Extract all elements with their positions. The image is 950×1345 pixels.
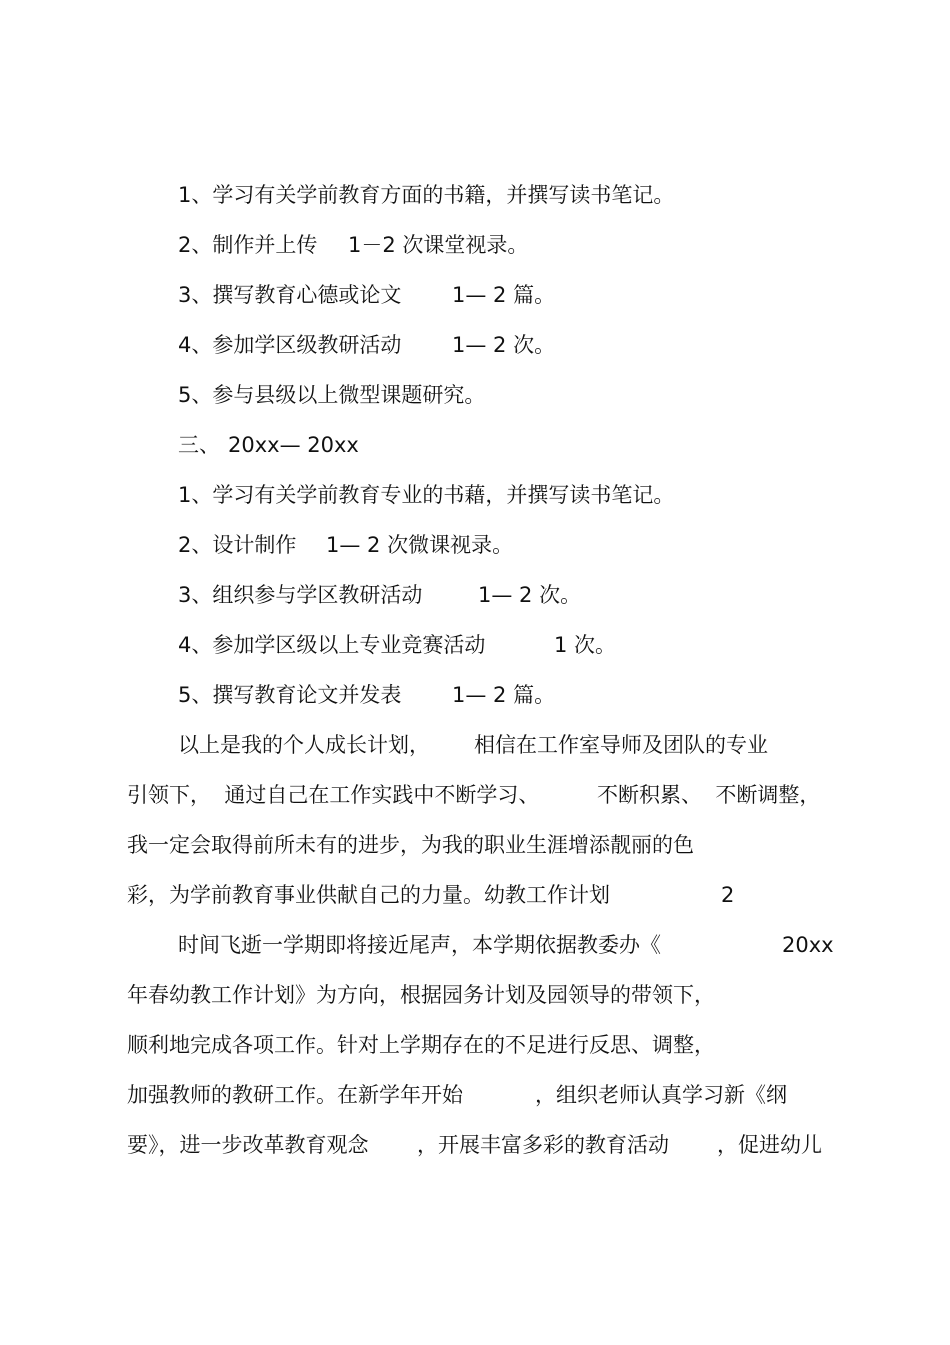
section-heading-label: 三、 <box>178 433 220 457</box>
list-item-extra: 1— 2 篇。 <box>452 283 556 307</box>
paragraph-text: 加强教师的教研工作。在新学年开始 <box>127 1083 463 1107</box>
list-item-extra: 1 次。 <box>554 633 617 657</box>
paragraph-text: 不断积累、 不断调整， <box>597 783 821 807</box>
list-item-text: 3、撰写教育心德或论文 <box>178 283 402 307</box>
list-item-text: 5、撰写教育论文并发表 <box>178 683 402 707</box>
list-item <box>178 181 675 237</box>
section-heading-years: 20xx— 20xx <box>228 433 359 457</box>
paragraph-text: 20xx <box>782 933 834 957</box>
paragraph-text: 彩，为学前教育事业供献自己的力量。幼教工作计划 <box>127 883 610 907</box>
list-item <box>178 481 675 537</box>
list-item-text: 5、参与县级以上微型课题研究。 <box>178 383 486 407</box>
paragraph-text: 以上是我的个人成长计划， <box>178 733 430 757</box>
list-item <box>178 381 486 437</box>
list-item-extra: 1— 2 次。 <box>452 333 556 357</box>
paragraph-line <box>127 981 715 1037</box>
paragraph-text: 引领下， 通过自己在工作实践中不断学习、 <box>127 783 540 807</box>
list-item-extra: 1— 2 次微课视录。 <box>326 533 514 557</box>
paragraph-line <box>127 1031 715 1087</box>
list-item-extra: 1－2 次课堂视录。 <box>348 233 529 257</box>
paragraph-text: ，促进幼儿 <box>717 1133 822 1157</box>
list-item-text: 4、参加学区级教研活动 <box>178 333 402 357</box>
list-item-text: 1、学习有关学前教育专业的书藉，并撰写读书笔记。 <box>178 483 675 507</box>
paragraph-text: 我一定会取得前所未有的进步，为我的职业生涯增添靓丽的色 <box>127 833 694 857</box>
list-item-text: 2、制作并上传 <box>178 233 318 257</box>
paragraph-line <box>127 1131 822 1243</box>
paragraph-text: 顺利地完成各项工作。针对上学期存在的不足进行反思、调整， <box>127 1033 715 1057</box>
list-item-extra: 1— 2 篇。 <box>452 683 556 707</box>
paragraph-line <box>127 831 694 887</box>
paragraph-text: ，开展丰富多彩的教育活动 <box>417 1133 669 1157</box>
paragraph-text: 年春幼教工作计划》为方向，根据园务计划及园领导的带领下， <box>127 983 715 1007</box>
paragraph-text: 相信在工作室导师及团队的专业 <box>474 733 768 757</box>
paragraph-text: ，组织老师认真学习新《纲 <box>535 1083 787 1107</box>
paragraph-text: 时间飞逝一学期即将接近尾声，本学期依据教委办《 <box>178 933 661 957</box>
list-item-text: 1、学习有关学前教育方面的书籍，并撰写读书笔记。 <box>178 183 675 207</box>
list-item-text: 2、设计制作 <box>178 533 297 557</box>
paragraph-text: 要》，进一步改革教育观念 <box>127 1133 369 1157</box>
list-item-text: 3、组织参与学区教研活动 <box>178 583 423 607</box>
list-item-extra: 1— 2 次。 <box>478 583 582 607</box>
paragraph-text: 2 <box>721 883 735 907</box>
list-item-text: 4、参加学区级以上专业竞赛活动 <box>178 633 486 657</box>
